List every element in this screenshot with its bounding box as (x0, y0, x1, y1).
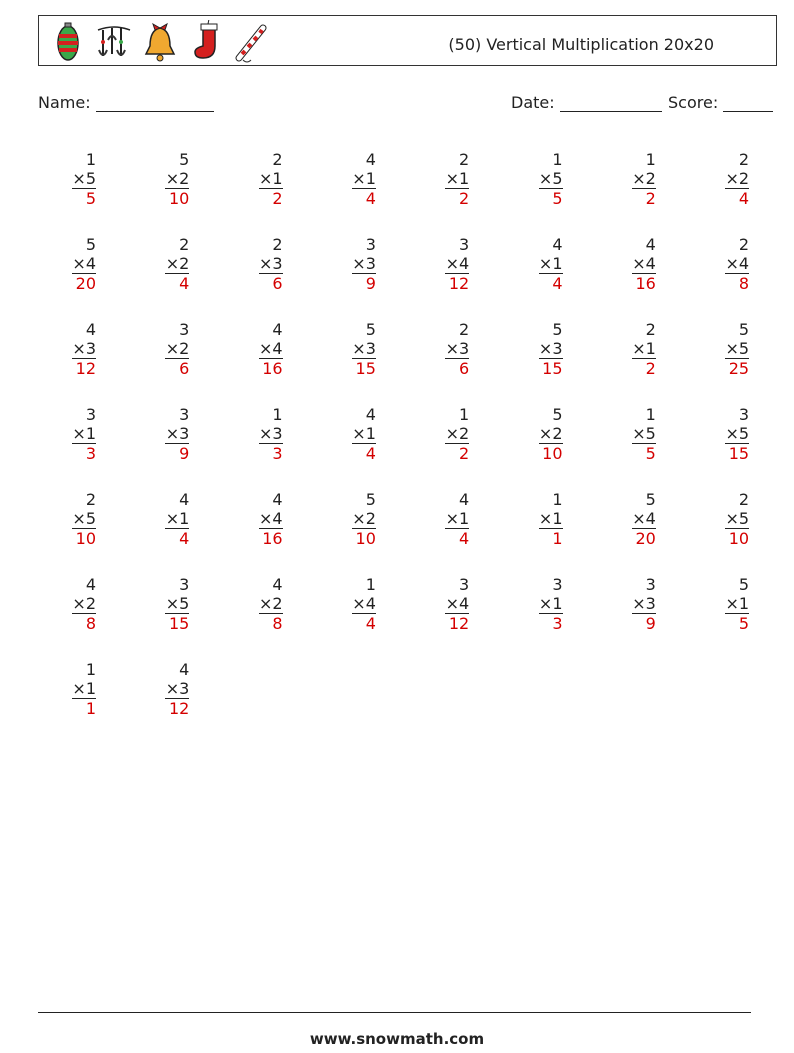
multiplicand: 2 (272, 150, 283, 169)
multiplicand: 2 (459, 320, 470, 339)
problem-37 (429, 490, 469, 548)
date-blank[interactable] (560, 95, 662, 112)
answer[interactable]: 4 (165, 273, 189, 293)
problem-44 (336, 575, 376, 633)
score-label: Score: (668, 93, 719, 112)
answer[interactable]: 16 (259, 358, 283, 378)
multiplier: ×4 (259, 509, 283, 528)
answer[interactable]: 4 (352, 188, 376, 208)
problem-31 (616, 405, 656, 463)
multiplicand: 2 (179, 235, 190, 254)
answer[interactable]: 3 (539, 613, 563, 633)
multiplicand: 1 (552, 490, 563, 509)
answer[interactable]: 1 (539, 528, 563, 548)
multiplicand: 3 (738, 405, 750, 424)
multiplier: ×5 (72, 169, 96, 188)
multiplier: ×3 (165, 679, 190, 698)
multiplicand: 1 (552, 150, 563, 169)
bell-icon (141, 20, 179, 64)
multiplicand: 5 (85, 235, 96, 254)
multiplier: ×4 (725, 254, 750, 273)
problem-9 (56, 235, 96, 293)
multiplicand: 2 (645, 320, 656, 339)
multiplier: ×4 (632, 509, 656, 528)
multiplicand: 1 (85, 660, 96, 679)
multiplier: ×5 (538, 169, 563, 188)
multiplicand: 2 (459, 150, 470, 169)
multiplicand: 5 (552, 405, 563, 424)
multiplier: ×2 (538, 424, 563, 443)
multiplier: ×1 (352, 169, 376, 188)
multiplier: ×5 (72, 509, 96, 528)
multiplier: ×4 (632, 254, 656, 273)
problem-34 (149, 490, 189, 548)
multiplier: ×1 (259, 169, 283, 188)
multiplicand: 2 (85, 490, 96, 509)
multiplier: ×3 (352, 339, 376, 358)
multiplicand: 3 (552, 575, 563, 594)
answer[interactable]: 8 (72, 613, 96, 633)
problem-5 (429, 150, 469, 208)
answer[interactable]: 15 (165, 613, 189, 633)
problem-45 (429, 575, 469, 633)
multiplier: ×3 (445, 339, 470, 358)
multiplier: ×3 (72, 339, 96, 358)
answer[interactable]: 16 (632, 273, 656, 293)
answer[interactable]: 4 (539, 273, 563, 293)
problem-24 (709, 320, 749, 378)
multiplier: ×2 (632, 169, 656, 188)
multiplier: ×3 (632, 594, 656, 613)
problem-15 (616, 235, 656, 293)
problem-10 (149, 235, 189, 293)
problem-13 (429, 235, 469, 293)
multiplier: ×3 (538, 339, 563, 358)
answer[interactable]: 3 (259, 443, 283, 463)
multiplicand: 1 (365, 575, 376, 594)
multiplier: ×5 (725, 509, 750, 528)
multiplicand: 4 (365, 150, 376, 169)
problem-1 (56, 150, 96, 208)
answer[interactable]: 9 (632, 613, 656, 633)
multiplier: ×4 (445, 594, 470, 613)
multiplier: ×2 (165, 339, 190, 358)
answer[interactable]: 2 (445, 188, 469, 208)
answer[interactable]: 8 (259, 613, 283, 633)
multiplicand: 5 (738, 320, 750, 339)
multiplier: ×1 (72, 679, 96, 698)
multiplicand: 4 (179, 490, 190, 509)
multiplier: ×1 (725, 594, 750, 613)
worksheet-title: (50) Vertical Multiplication 20x20 (448, 35, 714, 54)
multiplier: ×4 (259, 339, 283, 358)
problem-40 (709, 490, 749, 548)
answer[interactable]: 3 (72, 443, 96, 463)
answer[interactable]: 5 (72, 188, 96, 208)
date-field[interactable] (511, 93, 662, 112)
multiplicand: 2 (738, 235, 750, 254)
multiplier: ×2 (445, 424, 470, 443)
stocking-icon (187, 20, 225, 64)
answer[interactable]: 15 (539, 358, 563, 378)
multiplier: ×1 (72, 424, 96, 443)
problem-8 (709, 150, 749, 208)
problem-17 (56, 320, 96, 378)
multiplicand: 5 (645, 490, 656, 509)
answer[interactable]: 10 (72, 528, 96, 548)
problem-36 (336, 490, 376, 548)
multiplicand: 5 (738, 575, 750, 594)
multiplicand: 3 (459, 235, 470, 254)
answer[interactable]: 4 (725, 188, 749, 208)
multiplier: ×4 (72, 254, 96, 273)
multiplicand: 2 (738, 490, 750, 509)
problem-28 (336, 405, 376, 463)
multiplicand: 3 (365, 235, 376, 254)
multiplicand: 1 (272, 405, 283, 424)
problem-25 (56, 405, 96, 463)
multiplicand: 3 (179, 575, 190, 594)
multiplier: ×5 (165, 594, 190, 613)
multiplier: ×3 (259, 424, 283, 443)
answer[interactable]: 25 (725, 358, 749, 378)
multiplier: ×3 (352, 254, 376, 273)
problem-47 (616, 575, 656, 633)
answer[interactable]: 5 (725, 613, 749, 633)
problem-27 (243, 405, 283, 463)
name-blank[interactable] (96, 95, 214, 112)
answer[interactable]: 12 (72, 358, 96, 378)
answer[interactable]: 4 (445, 528, 469, 548)
problem-4 (336, 150, 376, 208)
answer[interactable]: 4 (165, 528, 189, 548)
answer[interactable]: 20 (632, 528, 656, 548)
problem-29 (429, 405, 469, 463)
problem-35 (243, 490, 283, 548)
lights-icon (95, 20, 133, 64)
answer[interactable]: 8 (725, 273, 749, 293)
multiplicand: 4 (645, 235, 656, 254)
footer-site: www.snowmath.com (309, 1030, 485, 1048)
multiplier: ×4 (445, 254, 470, 273)
multiplicand: 4 (272, 490, 283, 509)
answer[interactable]: 2 (632, 358, 656, 378)
problem-14 (523, 235, 563, 293)
name-label: Name: (38, 93, 91, 112)
answer[interactable]: 15 (352, 358, 376, 378)
multiplier: ×1 (632, 339, 656, 358)
problem-21 (429, 320, 469, 378)
problem-23 (616, 320, 656, 378)
multiplicand: 4 (552, 235, 563, 254)
multiplier: ×2 (165, 254, 190, 273)
problem-22 (523, 320, 563, 378)
multiplier: ×2 (165, 169, 190, 188)
multiplier: ×5 (725, 339, 750, 358)
multiplier: ×2 (72, 594, 96, 613)
header-icons (49, 20, 271, 64)
problem-20 (336, 320, 376, 378)
answer[interactable]: 10 (725, 528, 749, 548)
answer[interactable]: 12 (445, 613, 469, 633)
answer[interactable]: 2 (632, 188, 656, 208)
problem-6 (523, 150, 563, 208)
multiplicand: 4 (272, 575, 283, 594)
problem-19 (243, 320, 283, 378)
problem-48 (709, 575, 749, 633)
worksheet-header (38, 15, 777, 66)
problem-2 (149, 150, 189, 208)
answer[interactable]: 15 (725, 443, 749, 463)
problem-49 (56, 660, 96, 718)
multiplicand: 3 (179, 405, 190, 424)
multiplier: ×5 (725, 424, 750, 443)
answer[interactable]: 4 (352, 443, 376, 463)
date-label: Date: (511, 93, 555, 112)
answer[interactable]: 20 (72, 273, 96, 293)
problem-39 (616, 490, 656, 548)
multiplicand: 5 (365, 490, 376, 509)
answer[interactable]: 10 (539, 443, 563, 463)
footer-divider (38, 1012, 751, 1013)
problem-16 (709, 235, 749, 293)
multiplicand: 4 (272, 320, 283, 339)
multiplicand: 5 (365, 320, 376, 339)
answer[interactable]: 12 (445, 273, 469, 293)
multiplicand: 2 (738, 150, 750, 169)
multiplicand: 4 (85, 575, 96, 594)
answer[interactable]: 6 (165, 358, 189, 378)
answer[interactable]: 12 (165, 698, 189, 718)
multiplier: ×2 (352, 509, 376, 528)
problem-7 (616, 150, 656, 208)
multiplier: ×5 (632, 424, 656, 443)
problem-18 (149, 320, 189, 378)
multiplicand: 3 (85, 405, 96, 424)
multiplicand: 5 (179, 150, 190, 169)
answer[interactable]: 2 (259, 188, 283, 208)
problem-46 (523, 575, 563, 633)
name-field[interactable] (38, 93, 214, 112)
multiplicand: 1 (85, 150, 96, 169)
multiplicand: 4 (179, 660, 190, 679)
answer[interactable]: 10 (352, 528, 376, 548)
candy-cane-icon (233, 20, 271, 64)
multiplier: ×2 (259, 594, 283, 613)
multiplicand: 3 (179, 320, 190, 339)
problem-26 (149, 405, 189, 463)
problem-30 (523, 405, 563, 463)
problem-11 (243, 235, 283, 293)
multiplicand: 5 (552, 320, 563, 339)
multiplier: ×1 (165, 509, 190, 528)
multiplicand: 3 (645, 575, 656, 594)
multiplier: ×1 (445, 509, 470, 528)
multiplier: ×3 (259, 254, 283, 273)
multiplier: ×3 (165, 424, 190, 443)
multiplicand: 4 (459, 490, 470, 509)
multiplier: ×4 (352, 594, 376, 613)
problem-12 (336, 235, 376, 293)
answer[interactable]: 4 (352, 613, 376, 633)
multiplier: ×1 (538, 594, 563, 613)
multiplier: ×1 (538, 254, 563, 273)
multiplier: ×2 (725, 169, 750, 188)
multiplicand: 2 (272, 235, 283, 254)
problem-32 (709, 405, 749, 463)
answer[interactable]: 6 (259, 273, 283, 293)
problem-38 (523, 490, 563, 548)
answer[interactable]: 16 (259, 528, 283, 548)
answer[interactable]: 9 (165, 443, 189, 463)
multiplicand: 3 (459, 575, 470, 594)
answer[interactable]: 5 (539, 188, 563, 208)
multiplier: ×1 (538, 509, 563, 528)
problem-41 (56, 575, 96, 633)
problem-50 (149, 660, 189, 718)
answer[interactable]: 5 (632, 443, 656, 463)
multiplicand: 1 (459, 405, 470, 424)
multiplier: ×1 (445, 169, 470, 188)
multiplier: ×1 (352, 424, 376, 443)
answer[interactable]: 6 (445, 358, 469, 378)
problem-42 (149, 575, 189, 633)
problem-33 (56, 490, 96, 548)
answer[interactable]: 10 (165, 188, 189, 208)
problem-3 (243, 150, 283, 208)
multiplicand: 1 (645, 150, 656, 169)
problem-43 (243, 575, 283, 633)
score-blank[interactable] (723, 95, 773, 112)
answer[interactable]: 2 (445, 443, 469, 463)
multiplicand: 1 (645, 405, 656, 424)
score-field[interactable] (668, 93, 773, 112)
ornament-icon (49, 20, 87, 64)
answer[interactable]: 1 (72, 698, 96, 718)
multiplicand: 4 (85, 320, 96, 339)
multiplicand: 4 (365, 405, 376, 424)
answer[interactable]: 9 (352, 273, 376, 293)
